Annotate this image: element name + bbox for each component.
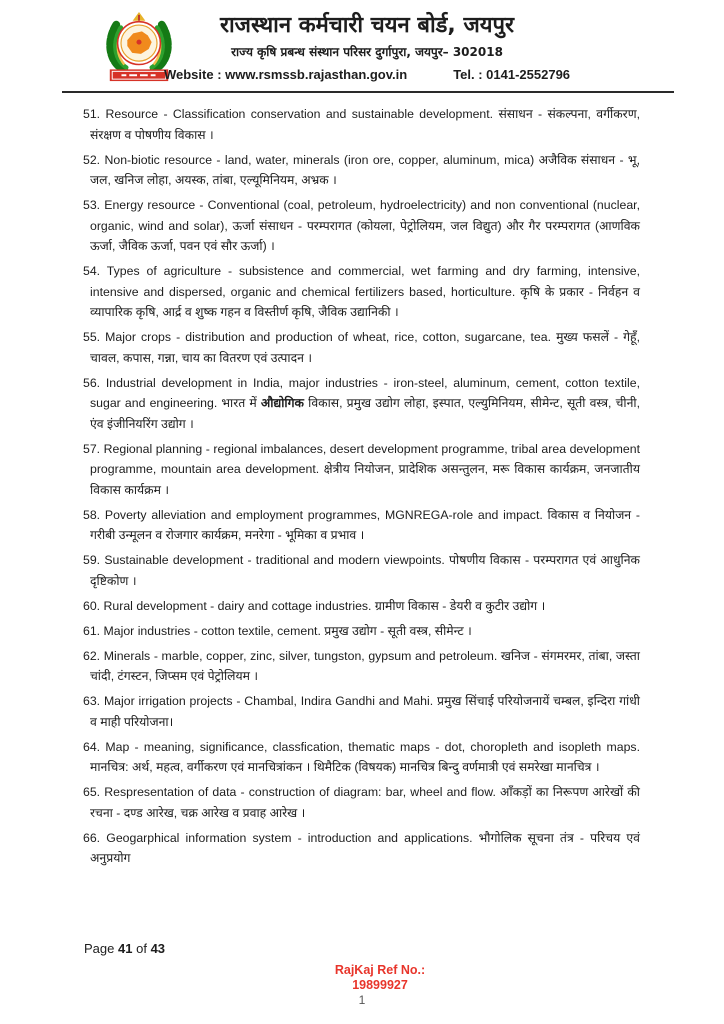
syllabus-list [0, 93, 724, 869]
syllabus-item [83, 439, 640, 501]
syllabus-item [83, 505, 640, 546]
syllabus-item [83, 596, 640, 617]
rajkaj-ref-number: 19899927 [352, 977, 408, 992]
item-number: 65. [83, 785, 101, 799]
item-text: Resource - Classification conservation and sustainable development. संसाधन - संकल्पना, वर्गीकरण, संरक्षण व पोषणीय विकास । [90, 107, 641, 142]
syllabus-item [83, 327, 640, 368]
item-text: Major irrigation projects - Chambal, Indira Gandhi and Mahi. प्रमुख सिंचाई परियोजनायें चम्बल, इन्दिरा गांधी व माही परियोजना। [90, 694, 640, 729]
item-number: 54. [83, 264, 101, 278]
board-title: राजस्थान कर्मचारी चयन बोर्ड, जयपुर [219, 13, 515, 38]
page-total-value: 43 [150, 941, 166, 956]
item-text: Major crops - distribution and production of wheat, rice, cotton, sugarcane, tea. मुख्य फसलें - गेहूँ, चावल, कपास, गन्ना, चाय का वितरण एवं उत्पादन । [90, 330, 641, 365]
item-number: 63. [83, 694, 101, 708]
item-number: 56. [83, 375, 101, 390]
item-number: 61. [83, 623, 101, 638]
syllabus-item [83, 150, 640, 191]
syllabus-item [83, 782, 640, 823]
item-number: 59. [83, 553, 101, 567]
page-prefix: Page [84, 941, 115, 956]
syllabus-item [83, 691, 640, 732]
page-indicator [84, 941, 165, 956]
syllabus-item [83, 104, 640, 145]
header [0, 0, 724, 84]
syllabus-item [83, 550, 640, 591]
syllabus-item [83, 646, 640, 687]
item-text: Non-biotic resource - land, water, minerals (iron ore, copper, aluminum, mica) अजैविक संसाधन - भू, जल, खनिज लोहा, अयस्क, तांबा, एल्यूमिनियम, अभ्रक । [90, 152, 640, 187]
item-number: 58. [83, 507, 101, 522]
item-text-bold: औद्योगिक [260, 396, 304, 410]
rajkaj-ref-label: RajKaj Ref No.: [334, 963, 426, 977]
website-text: Website : www.rsmssb.rajasthan.gov.in [163, 67, 408, 82]
item-number: 52. [83, 152, 101, 167]
syllabus-item [83, 261, 640, 323]
syllabus-item [83, 621, 640, 642]
telephone-text: Tel. : 0141-2552796 [453, 67, 571, 82]
page-of: of [136, 941, 147, 956]
item-text: Industrial development in India, major industries - iron-steel, aluminum, cement, cotton textile, sugar and engineering. भारत में [90, 375, 640, 410]
item-number: 55. [83, 330, 101, 344]
syllabus-item [83, 828, 640, 869]
item-text: Respresentation of data - construction of diagram: bar, wheel and flow. आँकड़ों का निरूपण आरेखों की रचना - दण्ड आरेख, चक्र आरेख व प्रवाह आरेख । [90, 785, 640, 820]
item-text: Energy resource - Conventional (coal, petroleum, hydroelectricity) and non conventional (nuclear, organic, wind and solar), ऊर्जा संसाधन - परम्परागत (कोयला, पेट्रोलियम, जल विद्युत) और गैर परम्परागत (आणविक ऊर्जा, जैविक ऊर्जा, पवन एवं सौर ऊर्जा) । [90, 198, 640, 253]
item-text: Major industries - cotton textile, cement. प्रमुख उद्योग - सूती वस्त्र, सीमेन्ट । [103, 623, 472, 638]
item-text: Map - meaning, significance, classfication, thematic maps - dot, choropleth and isopleth maps. मानचित्र: अर्थ, महत्व, वर्गीकरण एवं मानचित्रांकन । थिमैटिक (विषयक) मानचित्र बिन्दु वर्णमात्री एवं समरेखा मानचित्र । [90, 739, 640, 774]
item-text: Types of agriculture - subsistence and commercial, wet farming and dry farming, intensive, intensive and dispersed, organic and chemical fertilizers based, horticulture. कृषि के प्रकार - निर्वहन व व्यापारिक कृषि, आर्द्र व शुष्क गहन व विस्तीर्ण कृषि, जैविक उद्यानिकी । [90, 264, 640, 319]
board-address: राज्य कृषि प्रबन्ध संस्थान परिसर दुर्गापुरा, जयपुर– 302018 [231, 45, 503, 59]
header-text [163, 10, 571, 82]
syllabus-item [83, 737, 640, 778]
item-number: 53. [83, 198, 101, 212]
syllabus-item [83, 373, 640, 435]
item-text: Minerals - marble, copper, zinc, silver, tungston, gypsum and petroleum. खनिज - संगमरमर, तांबा, जस्ता चांदी, टंगस्टन, जिप्सम एवं पेट्रोलियम । [90, 648, 640, 683]
sheet-number: 1 [358, 993, 366, 1007]
item-text: Poverty alleviation and employment programmes, MGNREGA-role and impact. विकास व नियोजन - गरीबी उन्मूलन व रोजगार कार्यक्रम, मनरेगा - भूमिका व प्रभाव । [90, 507, 640, 542]
contact-line [163, 67, 571, 82]
page-number-value: 41 [118, 941, 133, 956]
item-number: 60. [83, 598, 101, 613]
item-number: 66. [83, 830, 101, 845]
item-number: 62. [83, 648, 101, 663]
item-number: 57. [83, 441, 101, 456]
item-number: 64. [83, 739, 101, 754]
item-text: Geogarphical information system - introduction and applications. भौगोलिक सूचना तंत्र - परिचय एवं अनुप्रयोग [90, 830, 640, 865]
item-number: 51. [83, 107, 101, 121]
item-text: Regional planning - regional imbalances, desert development programme, tribal area development programme, mountain area development. क्षेत्रीय नियोजन, प्रादेशिक असन्तुलन, मरू विकास कार्यक्रम, जनजातीय विकास कार्यक्रम । [90, 441, 640, 497]
rajkaj-ref [0, 963, 724, 992]
item-text: Sustainable development - traditional and modern viewpoints. पोषणीय विकास - परम्परागत एवं आधुनिक दृष्टिकोण । [90, 553, 640, 588]
item-text: Rural development - dairy and cottage industries. ग्रामीण विकास - डेयरी व कुटीर उद्योग । [103, 598, 546, 613]
item-text: विकास, प्रमुख उद्योग लोहा, इस्पात, एल्युमिनियम, सीमेन्ट, सूती वस्त्र, चीनी, एंव इंजीनियरिंग उद्योग । [90, 396, 640, 431]
syllabus-item [83, 195, 640, 257]
